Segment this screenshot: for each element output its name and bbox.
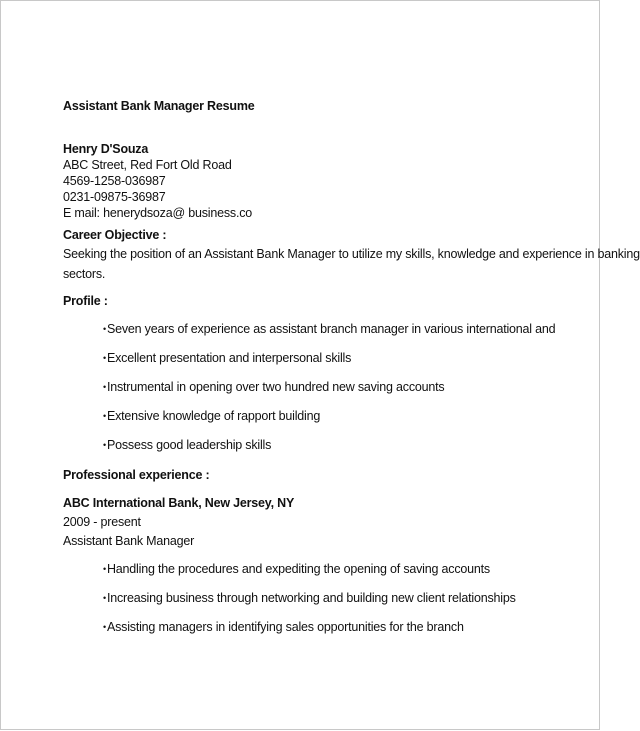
contact-phone-1: 4569-1258-036987 bbox=[63, 174, 166, 188]
career-objective-text-line-2: sectors. bbox=[63, 267, 106, 281]
experience-role: Assistant Bank Manager bbox=[63, 534, 195, 548]
profile-item: • Instrumental in opening over two hundred new saving accounts bbox=[103, 380, 444, 396]
contact-email: E mail: henerydsoza@ business.co bbox=[63, 206, 253, 220]
profile-item: • Possess good leadership skills bbox=[103, 438, 271, 454]
career-objective-text-line-1: Seeking the position of an Assistant Bank Manager to utilize my skills, knowledge and experience in banking bbox=[63, 247, 640, 261]
career-objective-heading: Career Objective : bbox=[63, 228, 167, 242]
experience-period: 2009 - present bbox=[63, 515, 141, 529]
experience-heading: Professional experience : bbox=[63, 468, 210, 482]
experience-item: • Increasing business through networking and building new client relationships bbox=[103, 591, 516, 607]
profile-heading: Profile : bbox=[63, 294, 108, 308]
profile-item: • Excellent presentation and interpersonal skills bbox=[103, 351, 351, 367]
contact-address: ABC Street, Red Fort Old Road bbox=[63, 158, 232, 172]
document-title: Assistant Bank Manager Resume bbox=[63, 99, 255, 113]
experience-item: • Handling the procedures and expediting the opening of saving accounts bbox=[103, 562, 490, 578]
profile-item: • Seven years of experience as assistant branch manager in various international and bbox=[103, 322, 555, 338]
contact-phone-2: 0231-09875-36987 bbox=[63, 190, 166, 204]
experience-item: • Assisting managers in identifying sales opportunities for the branch bbox=[103, 620, 464, 633]
profile-item: • Extensive knowledge of rapport building bbox=[103, 409, 320, 425]
contact-name: Henry D'Souza bbox=[63, 142, 149, 156]
document-content bbox=[63, 1, 640, 731]
experience-employer: ABC International Bank, New Jersey, NY bbox=[63, 496, 295, 510]
